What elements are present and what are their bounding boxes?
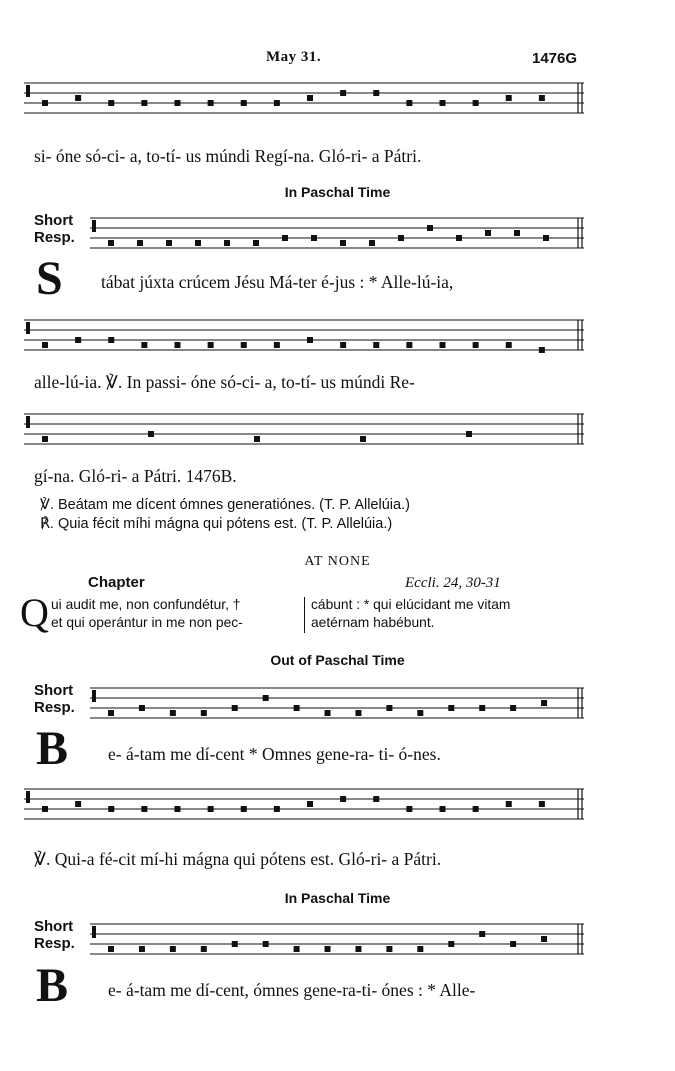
clef-mark [26, 791, 30, 803]
neume [543, 235, 549, 241]
neume [473, 100, 479, 106]
neume [170, 710, 176, 716]
neume [148, 431, 154, 437]
chant-staff-2 [90, 210, 584, 262]
column-divider [304, 597, 305, 633]
clef-mark [26, 322, 30, 334]
neume [440, 342, 446, 348]
neume [232, 705, 238, 711]
neume [514, 230, 520, 236]
neume [479, 931, 485, 937]
chapter-label: Chapter [88, 574, 145, 591]
neume [201, 946, 207, 952]
neume [541, 700, 547, 706]
clef-mark [26, 416, 30, 428]
neume [541, 936, 547, 942]
lyrics-line-3: alle-lú-ia. ℣. In passi- óne só-ci- a, to-tí- us múndi Re- [34, 372, 415, 392]
neume [75, 801, 81, 807]
neume [108, 710, 114, 716]
neume [166, 240, 172, 246]
lyrics-line-4: gí-na. Gló-ri- a Pátri. 1476B. [34, 466, 237, 486]
neume [510, 705, 516, 711]
neume [440, 806, 446, 812]
neume [108, 806, 114, 812]
section-heading-out-paschal: Out of Paschal Time [270, 652, 405, 668]
neume [539, 801, 545, 807]
chant-staff-5 [90, 680, 584, 732]
neume [108, 240, 114, 246]
chapter-right-line-1: cábunt : * qui elúcidant me vitam [311, 597, 511, 612]
neume [42, 100, 48, 106]
chant-staff-7 [90, 916, 584, 968]
clef-mark [92, 690, 96, 702]
neume [208, 100, 214, 106]
neume [263, 695, 269, 701]
short-resp-label-3: Short Resp. [34, 918, 75, 952]
neume [506, 95, 512, 101]
chant-staff-3 [24, 312, 584, 364]
neume [479, 705, 485, 711]
neume [201, 710, 207, 716]
neume [373, 796, 379, 802]
neume [355, 946, 361, 952]
neume [406, 100, 412, 106]
neume [510, 941, 516, 947]
neume [208, 342, 214, 348]
neume [473, 342, 479, 348]
chant-staff-6 [24, 781, 584, 833]
chapter-left-line-1: ui audit me, non confundétur, † [51, 597, 241, 612]
lyrics-line-6: ℣. Qui-a fé-cit mí-hi mágna qui pótens est. Gló-ri- a Pátri. [34, 849, 442, 869]
initial-letter-b-2: B [36, 959, 69, 1012]
neume [307, 95, 313, 101]
neume [175, 342, 181, 348]
neume [485, 230, 491, 236]
neume [42, 436, 48, 442]
neume [241, 100, 247, 106]
neume [294, 946, 300, 952]
versicle-line: ℣. Beátam me dícent ómnes generatiónes. (T. P. Allelúia.) [40, 497, 410, 513]
neume [42, 806, 48, 812]
neume [241, 342, 247, 348]
neume [274, 100, 280, 106]
neume [108, 337, 114, 343]
neume [274, 806, 280, 812]
response-line: ℟. Quia fécit míhi mágna qui pótens est. (T. P. Allelúia.) [40, 516, 393, 532]
neume [175, 100, 181, 106]
neume [448, 941, 454, 947]
neume [75, 337, 81, 343]
neume [75, 95, 81, 101]
neume [141, 100, 147, 106]
neume [175, 806, 181, 812]
clef-mark [26, 85, 30, 97]
neume [506, 801, 512, 807]
neume [208, 806, 214, 812]
neume [139, 946, 145, 952]
neume [373, 342, 379, 348]
neume [466, 431, 472, 437]
neume [274, 342, 280, 348]
neume [141, 806, 147, 812]
neume [137, 240, 143, 246]
section-heading-paschal-2: In Paschal Time [284, 890, 391, 906]
chant-staff-1 [24, 75, 584, 127]
running-title: May 31. [266, 49, 322, 65]
neume [340, 342, 346, 348]
neume [282, 235, 288, 241]
neume [340, 240, 346, 246]
neume [427, 225, 433, 231]
neume [448, 705, 454, 711]
neume [340, 90, 346, 96]
neume [539, 347, 545, 353]
neume [369, 240, 375, 246]
chapter-reference: Eccli. 24, 30-31 [405, 575, 501, 591]
lyrics-line-7: e- á-tam me dí-cent, ómnes gene-ra-ti- ónes : * Alle- [108, 980, 476, 1000]
neume [253, 240, 259, 246]
neume [456, 235, 462, 241]
neume [373, 90, 379, 96]
neume [539, 95, 545, 101]
chapter-right-line-2: aetérnam habébunt. [311, 615, 435, 630]
neume [254, 436, 260, 442]
neume [360, 436, 366, 442]
clef-mark [92, 926, 96, 938]
neume [139, 705, 145, 711]
neume [417, 946, 423, 952]
neume [232, 941, 238, 947]
neume [506, 342, 512, 348]
clef-mark [92, 220, 96, 232]
neume [307, 801, 313, 807]
neume [386, 705, 392, 711]
neume [406, 342, 412, 348]
neume [398, 235, 404, 241]
neume [224, 240, 230, 246]
initial-letter-b-1: B [36, 722, 69, 775]
page-number: 1476G [532, 50, 578, 67]
neume [386, 946, 392, 952]
neume [325, 710, 331, 716]
section-heading-paschal-1: In Paschal Time [284, 184, 391, 200]
neume [311, 235, 317, 241]
lyrics-line-5: e- á-tam me dí-cent * Omnes gene-ra- ti- ó-nes. [108, 744, 441, 764]
neume [307, 337, 313, 343]
short-resp-label-2: Short Resp. [34, 682, 75, 716]
initial-letter-s: S [36, 252, 63, 305]
neume [241, 806, 247, 812]
neume [406, 806, 412, 812]
initial-letter-q: Q [20, 590, 49, 635]
neume [340, 796, 346, 802]
neume [355, 710, 361, 716]
lyrics-line-1: si- óne só-ci- a, to-tí- us múndi Regí-na. Gló-ri- a Pátri. [34, 146, 422, 166]
neume [263, 941, 269, 947]
neume [440, 100, 446, 106]
neume [108, 946, 114, 952]
short-resp-label-1: Short Resp. [34, 212, 75, 246]
lyrics-line-2: tábat júxta crúcem Jésu Má-ter é-jus : * Alle-lú-ia, [101, 272, 454, 292]
chapter-left-line-2: et qui operántur in me non pec- [51, 615, 243, 630]
neume [42, 342, 48, 348]
chant-staff-4 [24, 406, 584, 458]
neume [195, 240, 201, 246]
neume [473, 806, 479, 812]
neume [325, 946, 331, 952]
neume [108, 100, 114, 106]
neume [141, 342, 147, 348]
neume [294, 705, 300, 711]
neume [417, 710, 423, 716]
section-heading-at-none: AT NONE [304, 554, 371, 569]
neume [170, 946, 176, 952]
